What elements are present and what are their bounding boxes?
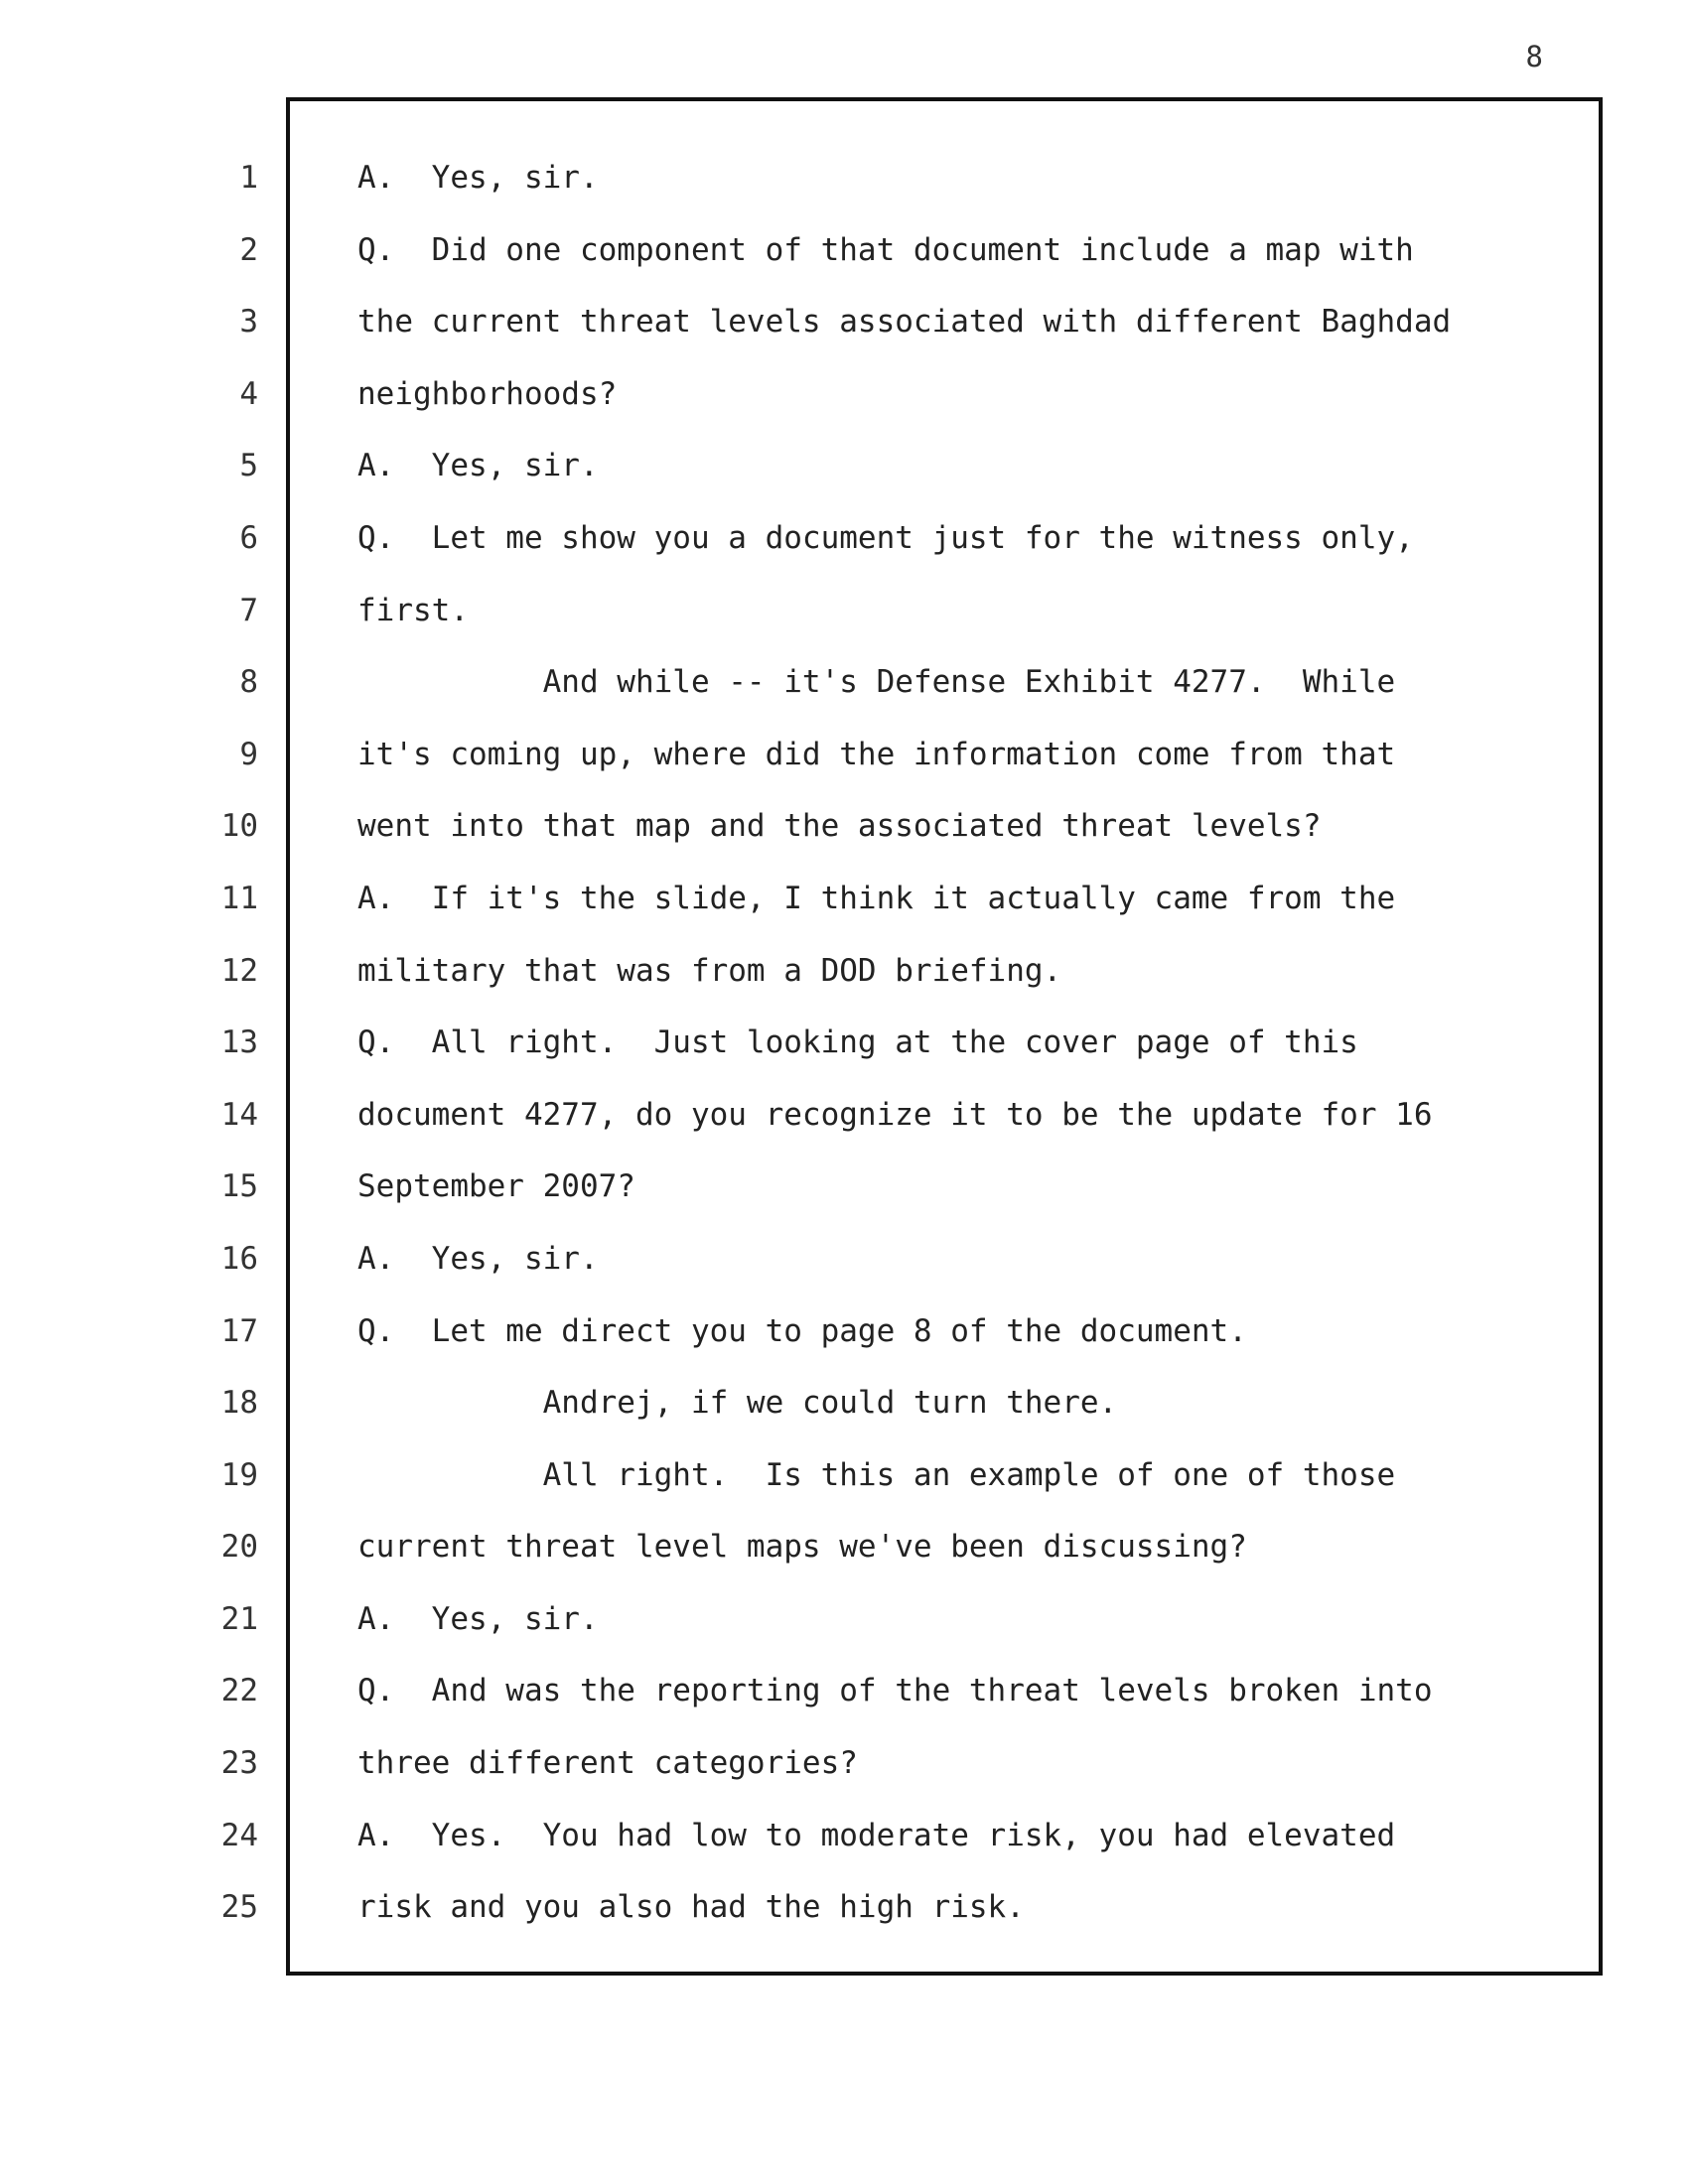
line-number: 25 <box>220 1889 258 1926</box>
line-number: 11 <box>220 880 258 916</box>
transcript-line: document 4277, do you recognize it to be the update for 16 <box>357 1096 1433 1133</box>
transcript-line: A. If it's the slide, I think it actually came from the <box>357 880 1396 916</box>
transcript-line: Q. Let me show you a document just for the witness only, <box>357 519 1414 556</box>
transcript-line: A. Yes, sir. <box>357 160 599 196</box>
transcript-line: current threat level maps we've been discussing? <box>357 1529 1247 1566</box>
page-number: 8 <box>1525 40 1543 73</box>
line-number: 12 <box>220 952 258 989</box>
line-number: 16 <box>220 1240 258 1277</box>
transcript-line: And while -- it's Defense Exhibit 4277. While <box>357 664 1396 701</box>
line-number: 21 <box>220 1600 258 1637</box>
transcript-line: risk and you also had the high risk. <box>357 1889 1025 1926</box>
transcript-line: A. Yes, sir. <box>357 1240 599 1277</box>
transcript-line: Q. Let me direct you to page 8 of the document. <box>357 1312 1247 1349</box>
transcript-line: first. <box>357 592 469 628</box>
line-number: 18 <box>220 1385 258 1422</box>
line-number: 15 <box>220 1168 258 1205</box>
line-number: 13 <box>220 1024 258 1061</box>
transcript-line: Q. And was the reporting of the threat levels broken into <box>357 1673 1433 1709</box>
line-number: 8 <box>239 664 258 701</box>
line-number: 3 <box>239 304 258 341</box>
transcript-line: A. Yes, sir. <box>357 448 599 484</box>
transcript-line: the current threat levels associated with different Baghdad <box>357 304 1452 341</box>
transcript-line: went into that map and the associated threat levels? <box>357 808 1322 845</box>
transcript-line: A. Yes. You had low to moderate risk, you had elevated <box>357 1817 1396 1853</box>
line-number: 20 <box>220 1529 258 1566</box>
transcript-line: Q. Did one component of that document include a map with <box>357 231 1414 268</box>
transcript-line: neighborhoods? <box>357 375 618 412</box>
transcript-line: military that was from a DOD briefing. <box>357 952 1062 989</box>
line-number: 24 <box>220 1817 258 1853</box>
transcript-line: it's coming up, where did the information come from that <box>357 736 1396 772</box>
line-number: 5 <box>239 448 258 484</box>
line-number: 2 <box>239 231 258 268</box>
line-number: 9 <box>239 736 258 772</box>
transcript-line: Q. All right. Just looking at the cover page of this <box>357 1024 1358 1061</box>
transcript-line: Andrej, if we could turn there. <box>357 1385 1118 1422</box>
line-number: 6 <box>239 519 258 556</box>
line-number: 19 <box>220 1456 258 1493</box>
line-number: 22 <box>220 1673 258 1709</box>
transcript-body <box>357 160 1599 1965</box>
line-number-column <box>199 160 258 1965</box>
transcript-line: All right. Is this an example of one of those <box>357 1456 1396 1493</box>
line-number: 10 <box>220 808 258 845</box>
transcript-line: A. Yes, sir. <box>357 1600 599 1637</box>
line-number: 1 <box>239 160 258 196</box>
line-number: 14 <box>220 1096 258 1133</box>
line-number: 7 <box>239 592 258 628</box>
line-number: 17 <box>220 1312 258 1349</box>
transcript-line: three different categories? <box>357 1745 858 1782</box>
line-number: 23 <box>220 1745 258 1782</box>
transcript-line: September 2007? <box>357 1168 635 1205</box>
line-number: 4 <box>239 375 258 412</box>
